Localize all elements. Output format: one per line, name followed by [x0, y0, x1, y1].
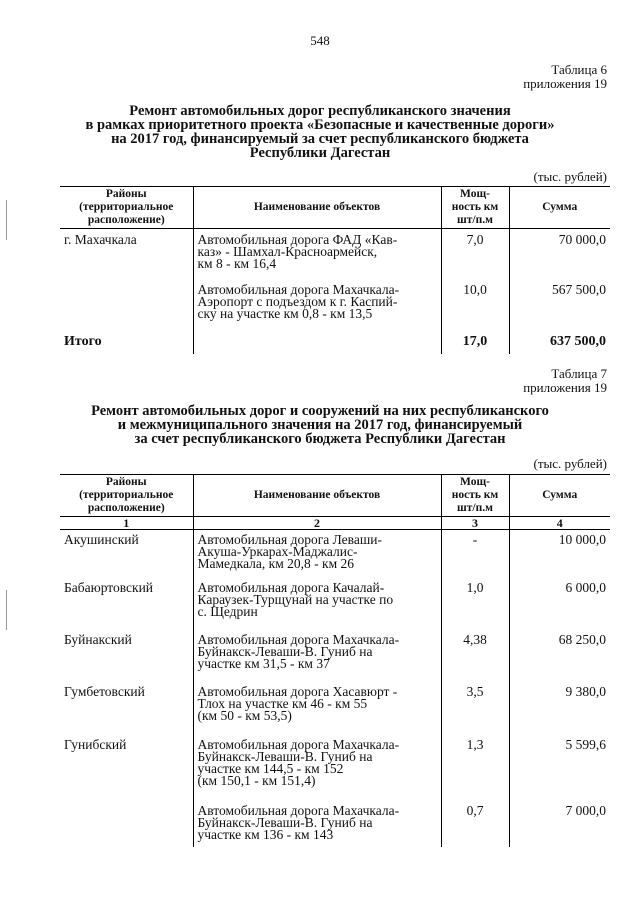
cell-sum: 6 000,0 [509, 582, 610, 634]
table7-title [60, 404, 580, 446]
total-capacity: 17,0 [441, 336, 509, 354]
cell-district: Гунибский [64, 736, 127, 752]
cell-district: Акушинский [64, 532, 139, 547]
cell-district [60, 805, 193, 847]
cell-sum: 9 380,0 [509, 686, 610, 739]
cell-object: Автомобильная дорога ФАД «Кав- каз» - Шамхал-Красноармейск, км 8 - км 16,4 [193, 229, 441, 284]
cell-object: Автомобильная дорога Качалай- Караузек-Турщунай на участке по с. Щедрин [193, 582, 441, 634]
table7-title-line: за счет республиканского бюджета Республики Дагестан [134, 431, 506, 447]
cell-object: Автомобильная дорога Хасавюрт - Тлох на участке км 46 - км 55 (км 50 - км 53,5) [193, 686, 441, 739]
cell-capacity: 1,3 [441, 739, 509, 805]
table-total-row [60, 336, 610, 354]
header-objects: Наименование объектов [193, 187, 441, 229]
scan-margin-mark [6, 590, 7, 630]
cell-object: Автомобильная дорога Махачкала- Буйнакск-Леваши-В. Гуниб на участке км 31,5 - км 37 [193, 634, 441, 686]
header-district: Районы (территориальное расположение) [60, 475, 193, 517]
table-row [60, 686, 610, 739]
cell-sum: 70 000,0 [509, 229, 610, 284]
column-number-row [60, 517, 610, 530]
table6-title-line: на 2017 год, финансируемый за счет республиканского бюджета [111, 131, 529, 147]
total-label: Итого [64, 333, 102, 349]
table7-ref-appendix: приложения 19 [523, 380, 607, 395]
table7-reference [523, 367, 607, 395]
table6-title-line: в рамках приоритетного проекта «Безопасные и качественные дороги» [85, 117, 555, 133]
cell-sum: 567 500,0 [509, 284, 610, 336]
cell-sum: 5 599,6 [509, 739, 610, 805]
table7-title-line: Ремонт автомобильных дорог и сооружений на них республиканского [91, 403, 549, 419]
table6 [60, 186, 610, 354]
header-objects: Наименование объектов [193, 475, 441, 517]
cell-capacity: 4,38 [441, 634, 509, 686]
cell-sum: 68 250,0 [509, 634, 610, 686]
cell-district: Гумбетовский [64, 683, 145, 699]
page-number: 548 [310, 33, 330, 48]
header-capacity: Мощ- ность км шт/п.м [441, 187, 509, 229]
cell-capacity: 3,5 [441, 686, 509, 739]
cell-district: Бабаюртовский [64, 579, 154, 595]
table-row [60, 582, 610, 634]
cell-object: Автомобильная дорога Махачкала- Аэропорт с подъездом к г. Каспий- ску на участке км 0,8 - км 13,5 [193, 284, 441, 336]
cell-district: Буйнакский [64, 631, 132, 647]
table-row [60, 530, 610, 582]
cell-capacity: 1,0 [441, 582, 509, 634]
cell-object: Автомобильная дорога Леваши- Акуша-Уркарах-Маджалис- Мамедкала, км 20,8 - км 26 [193, 530, 441, 582]
cell-capacity: 0,7 [441, 805, 509, 847]
table-row [60, 805, 610, 847]
header-district: Районы (территориальное расположение) [60, 187, 193, 229]
table6-reference [523, 63, 607, 91]
total-sum: 637 500,0 [509, 336, 610, 354]
cell-object: Автомобильная дорога Махачкала- Буйнакск-Леваши-В. Гуниб на участке км 144,5 - км 152 (км 150,1 - км 151,4) [193, 739, 441, 805]
column-number: 1 [60, 517, 193, 530]
total-empty [193, 336, 441, 354]
cell-capacity: 10,0 [441, 284, 509, 336]
column-number: 3 [441, 517, 509, 530]
header-sum: Сумма [509, 475, 610, 517]
table-row [60, 739, 610, 805]
table-row [60, 229, 610, 284]
table7-ref-number: Таблица 7 [551, 366, 607, 381]
table6-units: (тыс. рублей) [533, 169, 607, 184]
table6-title [60, 104, 580, 160]
cell-district [60, 284, 193, 336]
cell-district: г. Махачкала [64, 232, 137, 247]
table7-units: (тыс. рублей) [533, 456, 607, 471]
cell-sum: 10 000,0 [509, 530, 610, 582]
header-capacity: Мощ- ность км шт/п.м [441, 475, 509, 517]
table-row [60, 634, 610, 686]
table-row [60, 284, 610, 336]
header-sum: Сумма [509, 187, 610, 229]
scan-margin-mark [6, 200, 7, 240]
table7 [60, 474, 610, 847]
cell-object: Автомобильная дорога Махачкала- Буйнакск-Леваши-В. Гуниб на участке км 136 - км 143 [193, 805, 441, 847]
cell-capacity: 7,0 [441, 229, 509, 284]
table6-ref-appendix: приложения 19 [523, 76, 607, 91]
table6-title-line: Республики Дагестан [249, 145, 391, 161]
column-number: 4 [509, 517, 610, 530]
column-number: 2 [193, 517, 441, 530]
cell-sum: 7 000,0 [509, 805, 610, 847]
table6-header-row [60, 187, 610, 229]
table6-ref-number: Таблица 6 [551, 62, 607, 77]
table6-title-line: Ремонт автомобильных дорог республиканского значения [129, 103, 511, 119]
table7-title-line: и межмуниципального значения на 2017 год, финансируемый [117, 417, 523, 433]
table7-header-row [60, 475, 610, 517]
cell-capacity: - [441, 530, 509, 582]
